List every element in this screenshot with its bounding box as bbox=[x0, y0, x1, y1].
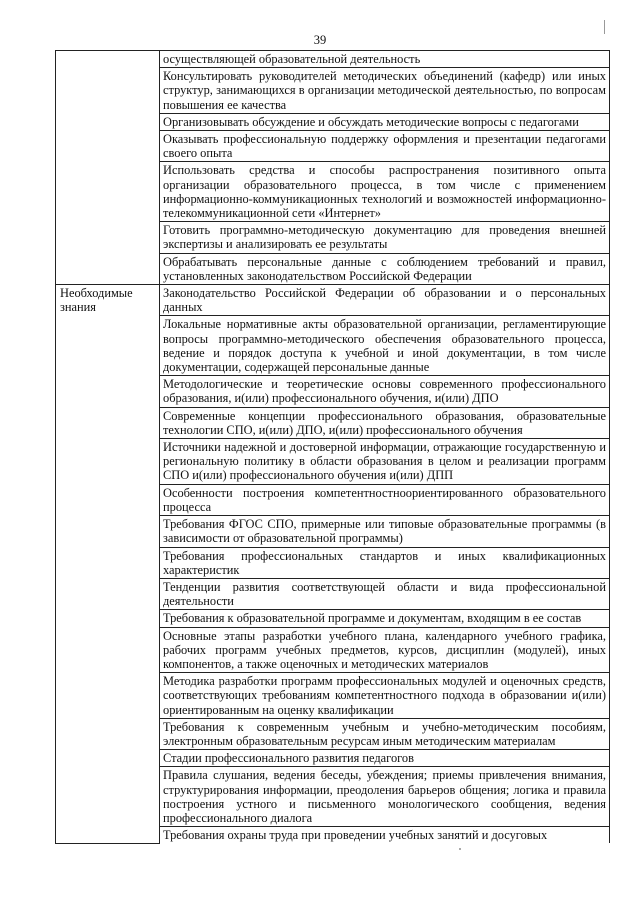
text-cell: Использовать средства и способы распространения позитивного опыта организации образовательного процесса, в том числе с применением информационно-коммуникационных технологий и возможностей информационно-телекоммуникационной сети «Интернет» bbox=[160, 162, 610, 222]
text-cell: Источники надежной и достоверной информации, отражающие государственную и региональную политику в области образования в целом и реализации программ СПО и(или) профессионального обучения и(или) ДПП bbox=[160, 439, 610, 485]
text-cell: Современные концепции профессионального образования, образовательные технологии СПО, и(или) ДПО, и(или) профессионального обучения bbox=[160, 407, 610, 438]
text-cell: Требования охраны труда при проведении учебных занятий и досуговых bbox=[160, 827, 610, 844]
text-cell: Тенденции развития соответствующей области и вида профессиональной деятельности bbox=[160, 578, 610, 609]
text-cell: Правила слушания, ведения беседы, убеждения; приемы привлечения внимания, структурирования информации, преодоления барьеров общения; логика и правила построения устного и письменного монологического сообщения, ведения профессионального диалога bbox=[160, 767, 610, 827]
page-number: 39 bbox=[313, 33, 327, 47]
scan-mark bbox=[604, 20, 605, 34]
text-cell: Требования ФГОС СПО, примерные или типовые образовательные программы (в зависимости от образовательной программы) bbox=[160, 516, 610, 547]
table-row bbox=[56, 51, 610, 68]
table-row bbox=[56, 285, 610, 316]
text-cell: Законодательство Российской Федерации об образовании и о персональных данных bbox=[160, 285, 610, 316]
text-cell: Готовить программно-методическую документацию для проведения внешней экспертизы и анализировать ее результаты bbox=[160, 222, 610, 253]
text-cell: Требования к образовательной программе и документам, входящим в ее состав bbox=[160, 610, 610, 627]
text-cell: осуществляющей образовательной деятельность bbox=[160, 51, 610, 68]
text-cell: Основные этапы разработки учебного плана, календарного учебного графика, рабочих программ учебных предметов, курсов, дисциплин (модулей), иных компонентов, а также оценочных и методических материалов bbox=[160, 627, 610, 673]
text-cell: Обрабатывать персональные данные с соблюдением требований и правил, установленных законодательством Российской Федерации bbox=[160, 253, 610, 284]
scan-dot bbox=[459, 848, 461, 850]
row-label-cell bbox=[56, 51, 160, 285]
text-cell: Методика разработки программ профессиональных модулей и оценочных средств, соответствующих требованиям компетентностного подхода в образовании и(или) ориентированным на оценку квалификации bbox=[160, 673, 610, 719]
text-cell: Локальные нормативные акты образовательной организации, регламентирующие вопросы программно-методического обеспечения образовательного процесса, ведение и порядок доступа к учебной и иной документации, в том числе документации, содержащей персональные данные bbox=[160, 316, 610, 376]
text-cell: Стадии профессионального развития педагогов bbox=[160, 750, 610, 767]
text-cell: Требования к современным учебным и учебно-методическим пособиям, электронным образовательным ресурсам иным методическим материалам bbox=[160, 718, 610, 749]
text-cell: Методологические и теоретические основы современного профессионального образования, и(или) профессионального обучения, и(или) ДПО bbox=[160, 376, 610, 407]
text-cell: Консультировать руководителей методических объединений (кафедр) или иных структур, занимающихся в организации методической деятельностью, по вопросам повышения ее качества bbox=[160, 68, 610, 114]
text-cell: Требования профессиональных стандартов и иных квалификационных характеристик bbox=[160, 547, 610, 578]
text-cell: Оказывать профессиональную поддержку оформления и презентации педагогами своего опыта bbox=[160, 131, 610, 162]
requirements-table bbox=[55, 50, 610, 844]
section-label-necessary-knowledge: Необходимые знания bbox=[56, 285, 160, 844]
text-cell: Особенности построения компетентностноориентированного образовательного процесса bbox=[160, 484, 610, 515]
text-cell: Организовывать обсуждение и обсуждать методические вопросы с педагогами bbox=[160, 113, 610, 130]
